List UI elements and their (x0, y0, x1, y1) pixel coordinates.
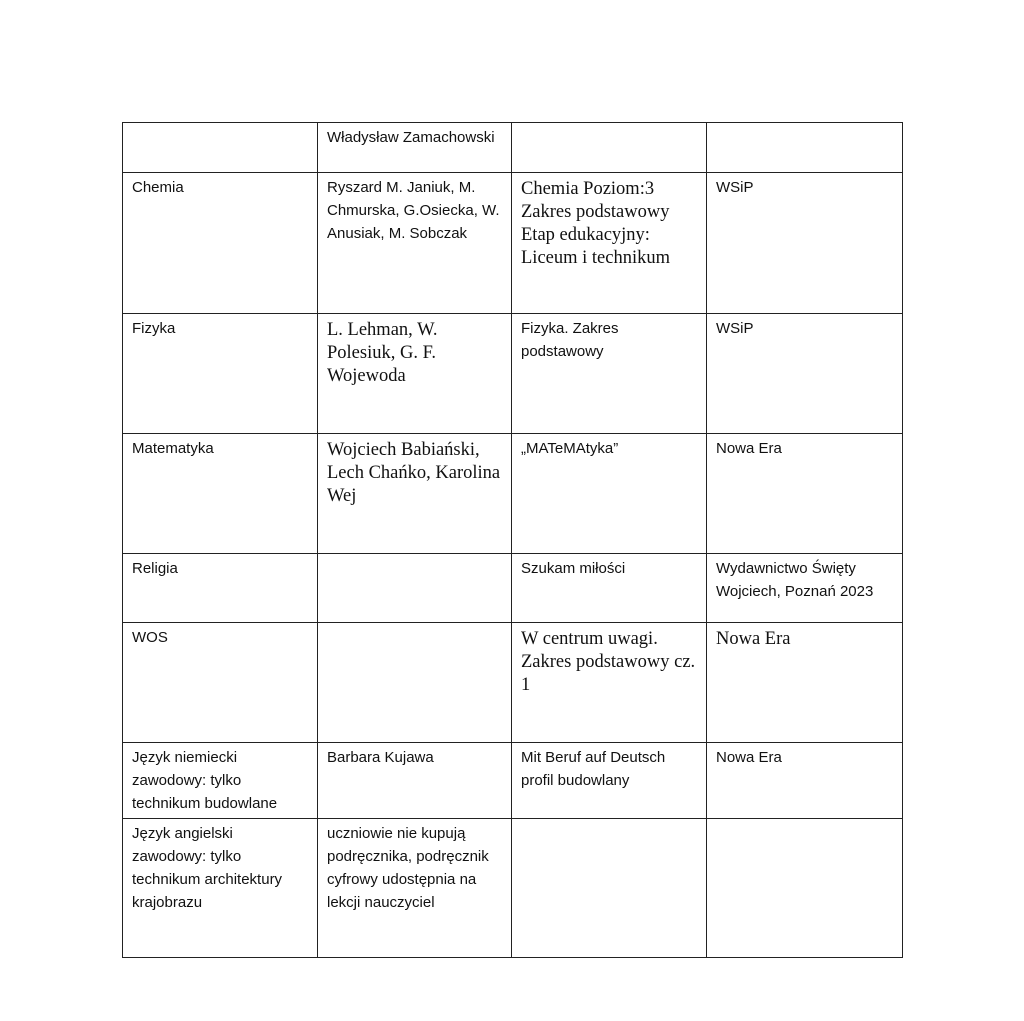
table-row (123, 743, 903, 819)
publisher-cell: Wydawnictwo Święty Wojciech, Poznań 2023 (707, 554, 903, 623)
title-cell: „MATeMAtyka” (512, 434, 707, 554)
publisher-cell: WSiP (707, 173, 903, 314)
authors-cell (318, 623, 512, 743)
table-row (123, 819, 903, 958)
table-row (123, 554, 903, 623)
subject-cell: Chemia (123, 173, 318, 314)
subject-cell (123, 123, 318, 173)
title-cell: Fizyka. Zakres podstawowy (512, 314, 707, 434)
title-cell: Szukam miłości (512, 554, 707, 623)
table-row (123, 314, 903, 434)
subject-cell: Język angielski zawodowy: tylko technikum architektury krajobrazu (123, 819, 318, 958)
table-row (123, 123, 903, 173)
table-row (123, 173, 903, 314)
subject-cell: Język niemiecki zawodowy: tylko technikum budowlane (123, 743, 318, 819)
authors-cell: L. Lehman, W. Polesiuk, G. F. Wojewoda (318, 314, 512, 434)
title-cell: Chemia Poziom:3 Zakres podstawowy Etap edukacyjny: Liceum i technikum (512, 173, 707, 314)
authors-cell: Wojciech Babiański, Lech Chańko, Karolina Wej (318, 434, 512, 554)
authors-cell (318, 554, 512, 623)
subject-cell: WOS (123, 623, 318, 743)
subject-cell: Religia (123, 554, 318, 623)
title-cell (512, 819, 707, 958)
table-row (123, 623, 903, 743)
textbook-table (122, 122, 903, 958)
publisher-cell: Nowa Era (707, 434, 903, 554)
subject-cell: Fizyka (123, 314, 318, 434)
title-cell (512, 123, 707, 173)
table-row (123, 434, 903, 554)
title-cell: Mit Beruf auf Deutsch profil budowlany (512, 743, 707, 819)
publisher-cell: Nowa Era (707, 743, 903, 819)
subject-cell: Matematyka (123, 434, 318, 554)
authors-cell: Barbara Kujawa (318, 743, 512, 819)
publisher-cell: Nowa Era (707, 623, 903, 743)
publisher-cell (707, 123, 903, 173)
publisher-cell (707, 819, 903, 958)
authors-cell: Władysław Zamachowski (318, 123, 512, 173)
authors-cell: uczniowie nie kupują podręcznika, podręcznik cyfrowy udostępnia na lekcji nauczyciel (318, 819, 512, 958)
title-cell: W centrum uwagi. Zakres podstawowy cz. 1 (512, 623, 707, 743)
authors-cell: Ryszard M. Janiuk, M. Chmurska, G.Osiecka, W. Anusiak, M. Sobczak (318, 173, 512, 314)
publisher-cell: WSiP (707, 314, 903, 434)
